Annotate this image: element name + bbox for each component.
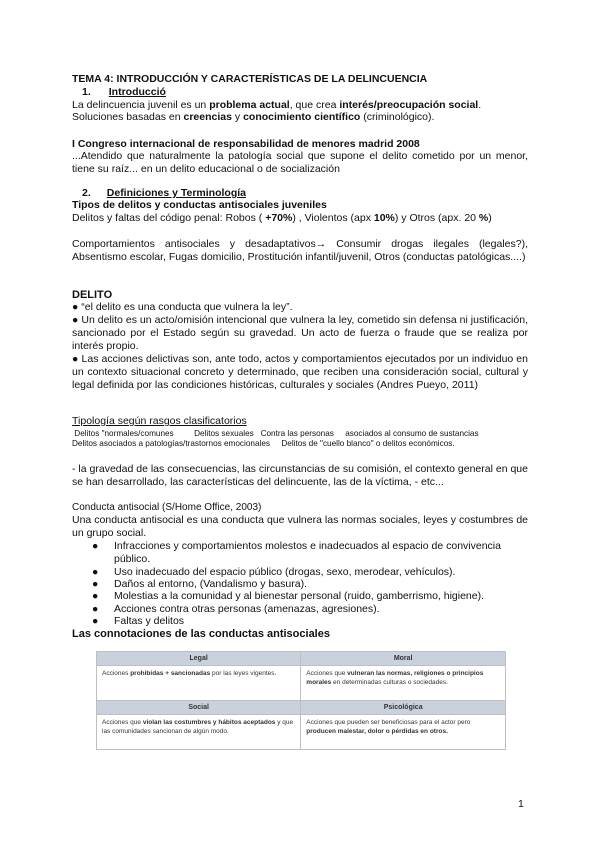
section-2-title: Definiciones y Terminología	[106, 187, 247, 199]
cell-bold: vulneran las normas, religiones o principios morales	[306, 670, 484, 686]
conducta-item-2: Uso inadecuado del espacio público (drogas, sexo, merodear, vehículos).	[114, 566, 456, 578]
conducta-item-4: Molestias a la comunidad y al bienestar personal (ruido, gamberrismo, higiene).	[114, 590, 485, 602]
intro-text: y	[231, 111, 244, 123]
table-cell-social	[97, 715, 301, 750]
table-header-psicologica: Psicológica	[301, 701, 506, 715]
connotaciones-heading: Las connotaciones de las conductas antisociales	[72, 628, 330, 640]
intro-text: (criminológico).	[360, 111, 435, 123]
cell-text: Acciones que pueden ser beneficiosas para el actor pero	[306, 719, 471, 726]
intro-text: La delincuencia juvenil es un	[72, 99, 210, 111]
intro-text: .	[478, 99, 482, 111]
intro-text: Soluciones basadas en	[72, 111, 184, 123]
conducta-item-6: Faltas y delitos	[114, 615, 185, 627]
intro-text: , que crea	[289, 99, 340, 111]
comportamientos-text: Comportamientos antisociales y desadaptativos→ Consumir drogas ilegales (legales?), Absentismo escolar, Fugas domicilio, Prostitución infantil/juvenil, Otros (conductas patológicas....)	[72, 238, 528, 263]
tipologia-row-1: Delitos "normales/comunes Delitos sexuales Contra las personas asociados al consumo de sustancias	[72, 429, 479, 438]
page-number: 1	[518, 798, 524, 810]
congreso-heading: I Congreso internacional de responsabilidad de menores madrid 2008	[72, 138, 420, 150]
gravedad-text: - la gravedad de las consecuencias, las circunstancias de su comisión, el contexto general en que se han desarrollado, las características del delincuente, las de la víctima, - etc...	[72, 463, 528, 488]
cell-text: en determinadas culturas o sociedades.	[331, 678, 448, 686]
table-cell-moral	[301, 666, 506, 701]
cell-text: Acciones	[102, 670, 131, 677]
tipos-subheading: Tipos de delitos y conductas antisociales juveniles	[72, 199, 327, 211]
section-1-heading	[72, 86, 528, 99]
conducta-item-3: Daños al entorno, (Vandalismo y basura).	[114, 578, 307, 590]
conducta-heading: Conducta antisocial (S/Home Office, 2003)	[72, 502, 262, 513]
intro-bold-3: creencias	[183, 111, 232, 123]
conducta-item-5: Acciones contra otras personas (amenazas, agresiones).	[114, 603, 380, 615]
section-1-number: 1.	[82, 86, 91, 98]
bullet-icon: ●	[92, 590, 99, 602]
conducta-item-1: Infracciones y comportamientos molestos e inadecuados al espacio de convivencia público.	[114, 540, 501, 565]
intro-bold-2: interés/preocupación social	[339, 99, 479, 111]
delitos-text: )	[488, 212, 492, 224]
congreso-text: ...Atendido que naturalmente la patología social que supone el delito cometido por un menor, tiene su raíz... en un delito educacional o de socialización	[72, 150, 528, 175]
section-2-number: 2.	[82, 187, 91, 199]
delitos-pct: 10%	[373, 212, 395, 224]
cell-bold: violan las costumbres y hábitos aceptados	[142, 719, 276, 726]
delito-bullet-3: ● Las acciones delictivas son, ante todo, actos y comportamientos ejecutados por un individuo en un contexto situacional concreto y determinado, que reciben una consideración social, cultural y legal definida por las condiciones históricas, culturales y sociales (Andres Pueyo, 2011)	[72, 353, 528, 391]
delitos-pct: %	[478, 212, 489, 224]
bullet-icon: ●	[92, 540, 99, 552]
cell-text: Acciones que	[102, 719, 143, 726]
conducta-text: Una conducta antisocial es una conducta que vulnera las normas sociales, leyes y costumbres de un grupo social.	[72, 514, 528, 539]
cell-bold: producen malestar, dolor o pérdidas en otros.	[306, 727, 448, 735]
delitos-text: Delitos y faltas del código penal: Robos (	[72, 212, 266, 224]
delitos-faltas-line	[72, 212, 528, 225]
delito-heading: DELITO	[72, 289, 113, 301]
table-header-legal: Legal	[97, 652, 301, 666]
delito-bullet-1: ● “el delito es una conducta que vulnera la ley”.	[72, 301, 293, 313]
table-header-social: Social	[97, 701, 301, 715]
table-cell-psicologica	[301, 715, 506, 750]
delitos-pct: +70%	[265, 212, 293, 224]
delito-bullet-2: ● Un delito es un acto/omisión intencional que vulnera la ley, cometido sin defensa ni justificación, sancionado por el Estado según su gravedad. Un acto de fuerza o fraude que se realiza por interés propio.	[72, 314, 528, 352]
intro-line-2	[72, 111, 528, 124]
cell-text: Acciones que	[306, 670, 348, 677]
tipologia-heading: Tipología según rasgos clasificatorios	[72, 415, 247, 427]
cell-bold: prohibidas + sancionadas	[130, 670, 211, 677]
doc-title: TEMA 4: INTRODUCCIÓN Y CARACTERÍSTICAS DE LA DELINCUENCIA	[72, 73, 428, 85]
cell-text: por las leyes vigentes.	[210, 670, 277, 677]
delitos-text: ) y Otros (apx. 20	[394, 212, 479, 224]
delitos-text: ) , Violentos (apx	[292, 212, 374, 224]
cell-text: y que las comunidades sancionan de algún modo.	[102, 719, 294, 735]
section-1-title: Introducció	[108, 86, 166, 98]
bullet-icon: ●	[92, 578, 99, 590]
connotaciones-table	[96, 651, 506, 750]
intro-bold-4: conocimiento científico	[243, 111, 361, 123]
bullet-icon: ●	[92, 615, 99, 627]
intro-bold-1: problema actual	[209, 99, 290, 111]
table-cell-legal	[97, 666, 301, 701]
table-header-moral: Moral	[301, 652, 506, 666]
tipologia-row-2: Delitos asociados a patologías/trastornos emocionales Delitos de "cuello blanco" o delitos económicos.	[72, 439, 455, 448]
bullet-icon: ●	[92, 566, 99, 578]
bullet-icon: ●	[92, 603, 99, 615]
